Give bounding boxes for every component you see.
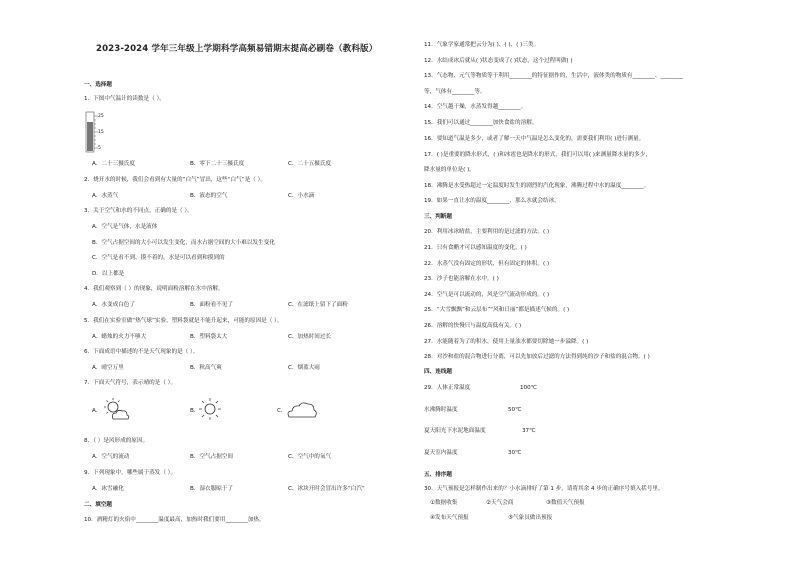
match-left-item: 夏天阳光下水泥地面温度 [424, 428, 486, 434]
q9-option-b: B．湿衣服晾干了 [190, 486, 233, 492]
match-right-item: 100℃ [520, 385, 537, 391]
question-13-cont: 等，气体有________等。 [424, 89, 486, 95]
question-3: 3．关于空气和水的不同点，正确的是（ ）。 [84, 208, 193, 214]
q4-option-b: B．面粉看不见了 [190, 302, 233, 308]
q1-option-b: B．零下二十三摄氏度 [190, 161, 245, 167]
cloud-icon [286, 401, 318, 423]
question-27: 27．水能随着为了的积水，使用上量浊水都要切除她一步溢降。( ) [424, 339, 589, 345]
question-17: 17．( )是重要的降水形式，( )和冰雹也是降水的形式，我们可以用( )来测量降水量的多少， [424, 152, 651, 158]
sunny-cloud-icon [101, 397, 131, 427]
page-title: 2023-2024 学年三年级上学期科学高频易错期末提高必刷卷（教科版） [96, 44, 378, 54]
q2-option-b: B．液态的空气 [190, 193, 228, 199]
order-item: ①数据收集 [430, 500, 458, 506]
match-right-item: 37℃ [522, 428, 536, 434]
question-6: 6．下面成语中描述的不是天气现象的是（ ）。 [84, 349, 199, 355]
question-21: 21．只有食醋才可以感知温度的变化。( ) [424, 245, 527, 251]
q5-option-c: C．加热时间过长 [288, 334, 332, 340]
q9-option-a: A．冰雪融化 [92, 486, 124, 492]
section-judge-heading: 三、判断题 [424, 214, 452, 220]
q8-option-b: B．空气占据空间 [190, 454, 233, 460]
match-right-item: 30℃ [508, 450, 522, 456]
question-19: 19．如果一直让水的温度________，那么水就会结冰。 [424, 198, 560, 204]
order-item: ⑤气象员做出预报 [508, 515, 553, 521]
q1-option-c: C．二十五摄氏度 [288, 161, 332, 167]
question-22: 22．水蒸气没有固定的形状，但有固定的体积。( ) [424, 261, 550, 267]
question-8: 8．（ ）是风形成的原因。 [84, 438, 149, 444]
question-11: 11．气象学家通常把云分为( )、( )、( )三类。 [424, 42, 540, 48]
q9-option-c: C．冰块开时会冒出许多“白汽” [288, 486, 365, 492]
section-match-heading: 四、连线题 [424, 369, 452, 375]
thermometer-figure [84, 110, 122, 154]
question-30: 30．天气预报是怎样制作出来的？小水滴排好了第 1 步，请将其余 4 步的正确序号填入括号里。 [424, 486, 664, 492]
question-15: 15．我们可以通过________加快食盐的溶解。 [424, 120, 538, 126]
section-fill-heading: 二、填空题 [84, 502, 112, 508]
q5-option-a: A．蜡烛的火力不够大 [92, 334, 147, 340]
q6-option-c: C．烟蓝大雨 [288, 365, 320, 371]
match-right-item: 50℃ [508, 407, 522, 413]
question-4: 4．我们观察到（ ）的现象，说明面粉溶解在水中溶解。 [84, 286, 224, 292]
question-5: 5．我们在实验室做“热气球”实验，塑料袋就是不能升起来，可能的原因是（ ）。 [84, 318, 283, 324]
section-order-heading: 五、排序题 [424, 472, 452, 478]
q2-option-c: C．小水滴 [288, 193, 315, 199]
question-16: 16．要知道气温是多少，或者了解一天中气温是怎么变化的，需要我们利用( )进行测量。 [424, 136, 645, 142]
thermo-tick-label: 15 [98, 130, 104, 135]
question-17-cont: 降水量的单位是( )。 [424, 167, 475, 173]
order-item: ②天气会商 [486, 500, 514, 506]
match-left-item: 夏天室内温度 [424, 450, 458, 456]
question-25: 25．“大雪飘飘”和云层布”“风和日丽”都是描述气候的。( ) [424, 307, 570, 313]
order-item: ④发布天气预报 [430, 515, 469, 521]
question-12: 12．水结成冰后就从( )状态变成了( )状态，这个过程叫做( ) [424, 58, 573, 64]
q7-option-a: A． [92, 408, 102, 414]
q4-option-c: C．在滤纸上留下了面粉 [288, 302, 348, 308]
question-18: 18．沸腾是水受热超过一定温度时发生的剧烈的汽化现象，沸腾过程中水的温度________。 [424, 183, 650, 189]
q7-option-c: C． [277, 408, 287, 414]
question-28: 28．对沙和盐的混合物进行分离，可以先加放后过滤的方法得到纯的沙子和盐的混合物。( ) [424, 354, 650, 360]
question-7: 7．下面天气符号，表示晴的是（ ）。 [84, 380, 177, 386]
question-26: 26．溶解的快慢只与温度高低有关。( ) [424, 323, 522, 329]
question-23: 23．沙子也能溶解在水中。( ) [424, 276, 499, 282]
question-2: 2．烧开水的时候，我们会看到有大量的“白气”冒出，这些“白气”是（ ）。 [84, 177, 266, 183]
question-14: 14．空气越干燥，水蒸发得越________。 [424, 104, 527, 110]
q6-option-b: B．秋高气爽 [190, 365, 222, 371]
question-29: 29．人体正常温度 [424, 385, 471, 391]
q5-option-b: B．塑料袋太大 [190, 334, 228, 340]
question-24: 24．空气是可以流动的，风是空气流动形成的。( ) [424, 292, 550, 298]
question-13: 13．气态物、元气等物质等于利用________的特征据作的，生活中，液体类的物质有________、________ [424, 73, 683, 79]
question-20: 20．利用冰冰晴盐，主要利用的是过滤的方法。( ) [424, 229, 550, 235]
q3-option-b: B．空气占据空间的大小可以发生变化，而水占据空间的大小难以发生变化 [92, 240, 275, 246]
q3-option-a: A．空气是气体，水是液体 [92, 224, 158, 230]
section-choice-heading: 一、选择题 [84, 82, 112, 88]
match-left-item: 水沸腾时温度 [424, 407, 458, 413]
question-1: 1．下图中气温计的读数是（ ）。 [84, 96, 165, 102]
q4-option-a: A．水变成白色了 [92, 302, 135, 308]
q1-option-a: A．二十三摄氏度 [92, 161, 135, 167]
question-10: 10．酒精灯的火焰中________温度最高，加热时我们要用________加热。 [84, 517, 265, 523]
q3-option-d: D．以上都是 [92, 271, 125, 277]
q7-option-b: B． [190, 408, 200, 414]
q8-option-c: C．空气中的氧气 [288, 454, 332, 460]
sun-icon [198, 397, 222, 425]
q3-option-c: C．空气是看不到、摸不着的，水是可以看到和摸到的 [92, 255, 225, 261]
question-9: 9．下列现象中，哪些属于蒸发（ ）。 [84, 470, 177, 476]
thermo-tick-label: 25 [98, 114, 104, 119]
q6-option-a: A．晴空万里 [92, 365, 124, 371]
q2-option-a: A．水蒸气 [92, 193, 119, 199]
order-item: ③数值天气预报 [546, 500, 585, 506]
q8-option-a: A．空气的流动 [92, 454, 130, 460]
thermo-tick-label: 5 [98, 146, 101, 151]
